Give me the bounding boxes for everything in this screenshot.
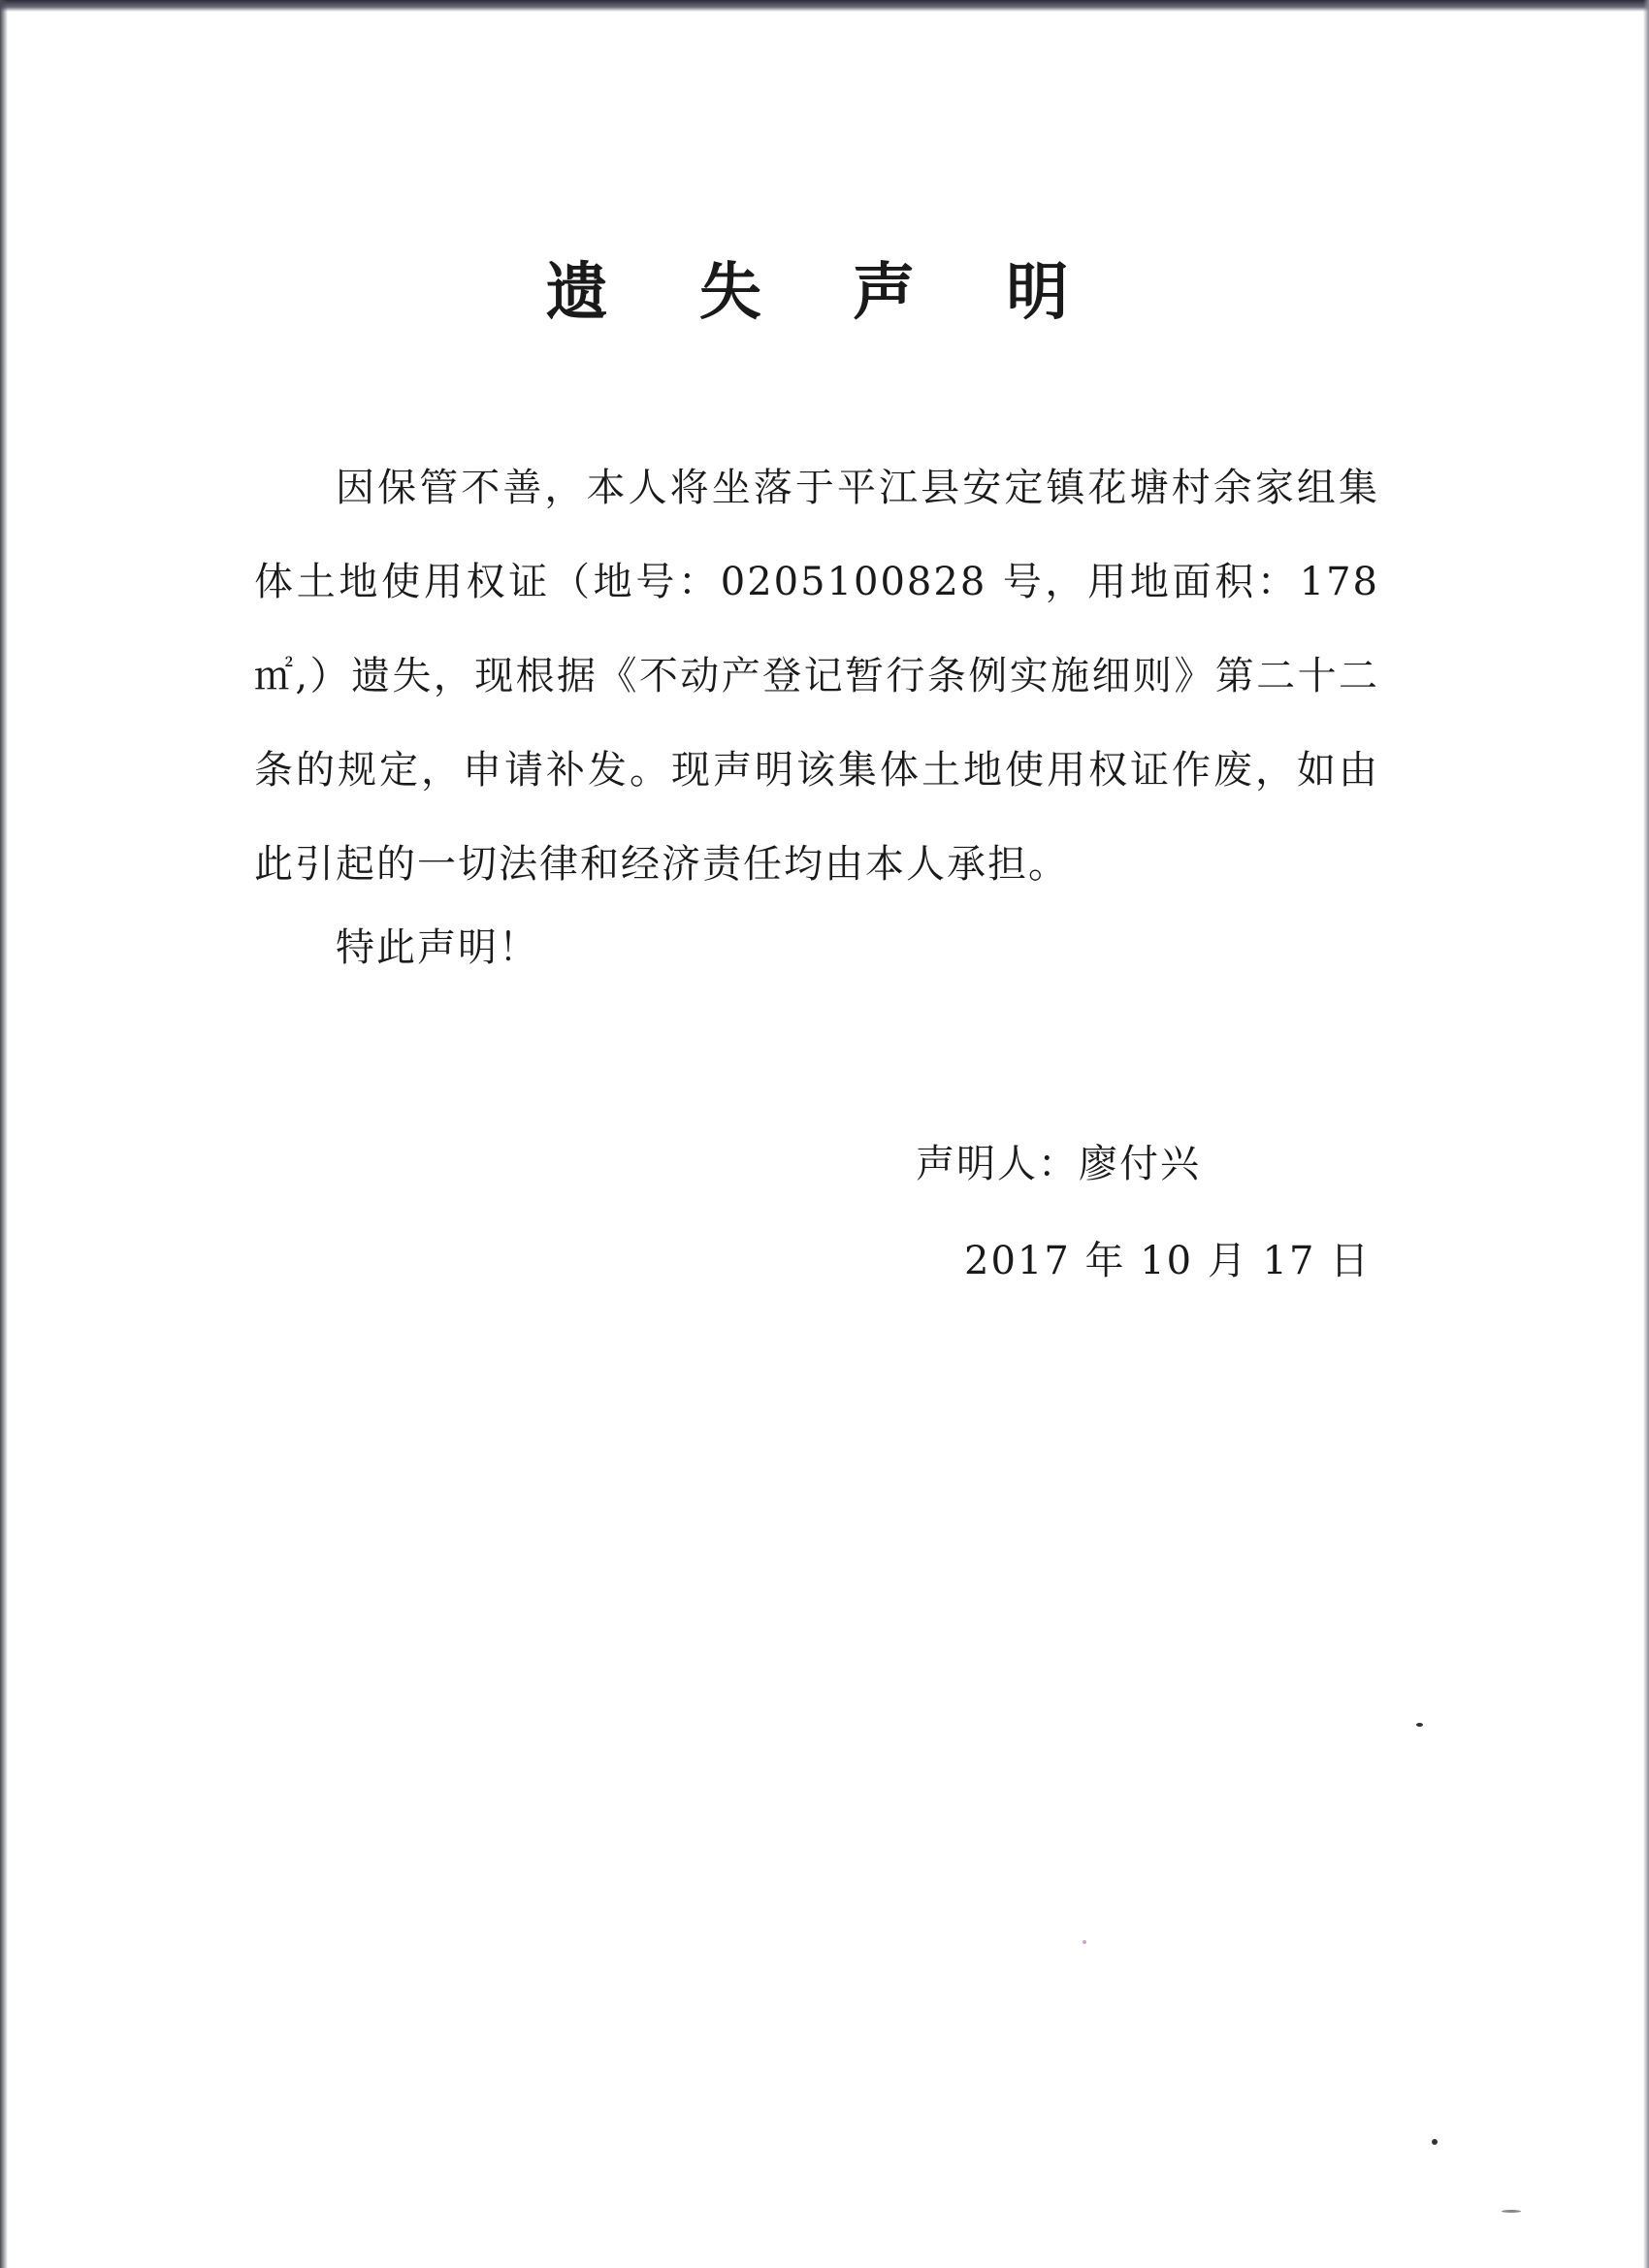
- document-title: 遗 失 声 明: [545, 257, 1104, 329]
- scan-speck: [1432, 2139, 1438, 2145]
- scan-speck: [1502, 2210, 1521, 2213]
- signer-label: 声明人：: [916, 1142, 1079, 1186]
- scan-speck: [1083, 1940, 1086, 1944]
- closing-line: 特此声明！: [336, 925, 539, 970]
- document-body: [254, 441, 1379, 912]
- signer-name: 廖付兴: [1079, 1142, 1201, 1186]
- statement-paragraph: 因保管不善，本人将坐落于平江县安定镇花塘村余家组集体土地使用权证（地号：0205100828 号，用地面积：178 ㎡,）遗失，现根据《不动产登记暂行条例实施细则》第二十二条的规定，申请补发。现声明该集体土地使用权证作废，如由此引起的一切法律和经济责任均由本人承担。: [254, 466, 1379, 887]
- scan-speck: [1416, 1723, 1423, 1727]
- statement-date: 2017 年 10 月 17 日: [964, 1239, 1372, 1283]
- signer-line: [916, 1133, 1201, 1188]
